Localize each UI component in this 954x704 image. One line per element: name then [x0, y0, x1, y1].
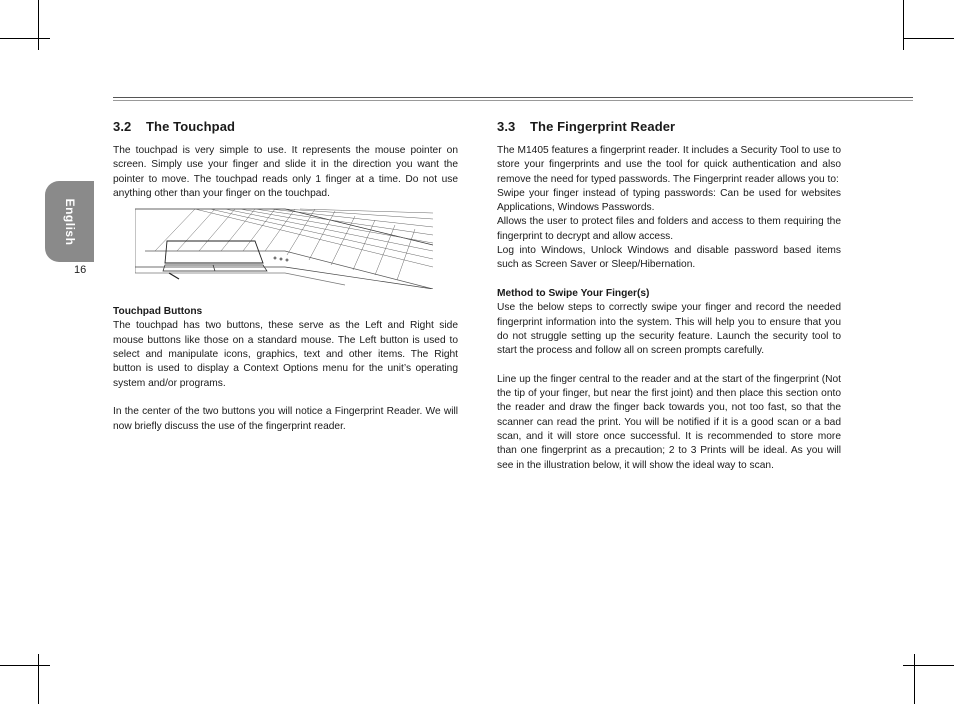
swipe-lineup-text: Line up the finger central to the reader and at the start of the fingerprint (Not the tip of your finger, but near the first joint) and then place this section onto the reader and draw the finger back towards you, not too fast, so that the scanner can read the print. You will be notified if it is a good scan or a bad scan, and it will store once successful. It is recommended to store more than one fingerprint as a precaution; 2 to 3 Prints will be ideal. As you will see in the illustration below, it will show the ideal way to scan.: [497, 373, 841, 471]
fingerprint-item-passwords: Swipe your finger instead of typing passwords: Can be used for websites Applications, Windows Passwords.: [497, 187, 841, 214]
touchpad-heading-title: The Touchpad: [146, 119, 236, 134]
language-tab-label: English: [62, 198, 77, 245]
touchpad-heading: [113, 119, 458, 134]
touchpad-buttons-heading: Touchpad Buttons: [113, 306, 203, 318]
fingerprint-item-protect: Allows the user to protect files and folders and access to them requiring the fingerprint to decrypt and allow access.: [497, 216, 841, 242]
fingerprint-intro: The M1405 features a fingerprint reader. It includes a Security Tool to use to store your fingerprints and use the tool for quick authentication and also remove the need for typed passwords. The Fingerprint reader allows you to:: [497, 145, 841, 185]
language-tab: [45, 181, 94, 262]
swipe-method-heading: Method to Swipe Your Finger(s): [497, 287, 650, 299]
fingerprint-item-login: Log into Windows, Unlock Windows and disable password based items such as Screen Saver or Sleep/Hibernation.: [497, 245, 841, 271]
fingerprint-heading-title: The Fingerprint Reader: [530, 119, 676, 134]
fingerprint-heading-number: 3.3: [497, 119, 516, 134]
touchpad-intro: The touchpad is very simple to use. It represents the mouse pointer on screen. Simply use your finger and slide it in the direction you want the pointer to move. The touchpad reads only 1 finger at a time. Do not use anything other than your finger on the touchpad.: [113, 145, 458, 199]
fingerprint-heading: [497, 119, 841, 134]
page-number: 16: [74, 264, 87, 276]
fingerprint-note: In the center of the two buttons you will notice a Fingerprint Reader. We will now briefly discuss the use of the fingerprint reader.: [113, 406, 458, 432]
touchpad-section: [113, 119, 458, 434]
fingerprint-section: [497, 119, 841, 473]
touchpad-illustration: [135, 207, 433, 289]
swipe-method-text: Use the below steps to correctly swipe your finger and record the needed fingerprint information into the system. This will help you to ensure that you do not struggle setting up the security feature. Launch the security tool to start the process and follow all on screen prompts carefully.: [497, 302, 841, 357]
touchpad-buttons-text: The touchpad has two buttons, these serve as the Left and Right side mouse buttons like those on a standard mouse. The Left button is used to select and manipulate icons, graphics, text and other items. The Right button is used to display a Context Options menu for the unit’s operating system and/or programs.: [113, 320, 458, 389]
header-rule: [113, 97, 913, 101]
touchpad-heading-number: 3.2: [113, 119, 132, 134]
